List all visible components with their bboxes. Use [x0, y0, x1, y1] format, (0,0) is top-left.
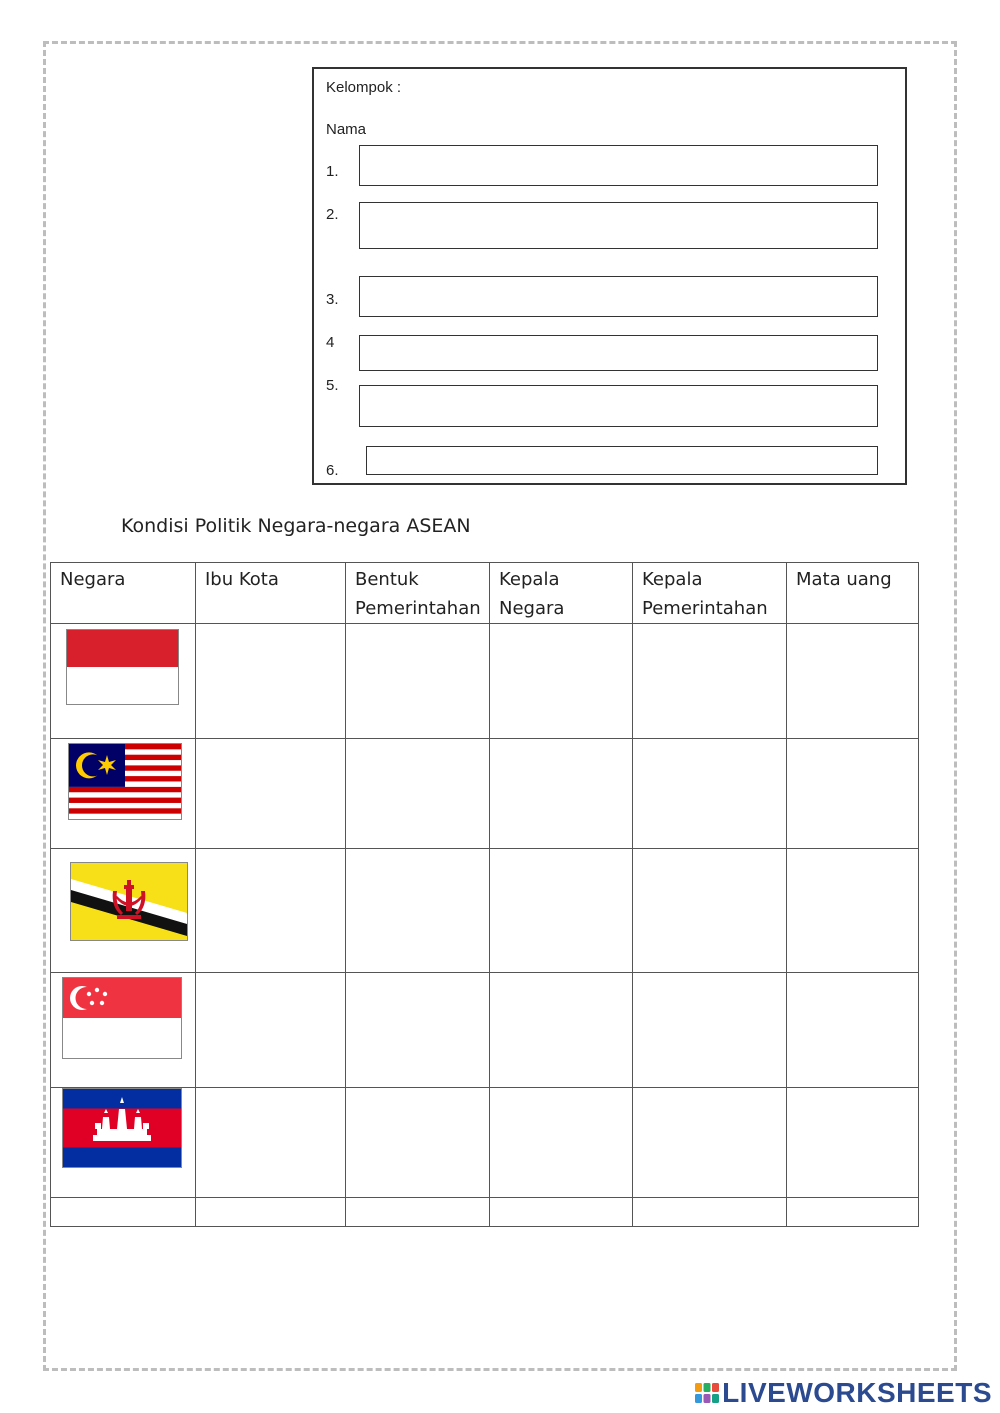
- liveworksheets-icon: [694, 1382, 720, 1404]
- kepala-pemerintahan-answer-cell[interactable]: [633, 973, 787, 1088]
- ibu-kota-answer-cell[interactable]: [196, 1198, 346, 1227]
- member-number-4: 4: [326, 334, 335, 351]
- member-name-input-1[interactable]: [359, 145, 878, 186]
- bentuk-pemerintahan-answer-cell[interactable]: [346, 624, 490, 739]
- flag-cell: [51, 624, 196, 739]
- mata-uang-answer-cell[interactable]: [787, 624, 919, 739]
- column-header-kepala-pemerintahan: Kepala Pemerintahan: [633, 563, 787, 624]
- cambodia-flag: [62, 1088, 182, 1168]
- bentuk-pemerintahan-answer-cell[interactable]: [346, 1088, 490, 1198]
- asean-politics-table: [50, 562, 919, 1227]
- mata-uang-answer-cell[interactable]: [787, 739, 919, 849]
- kepala-negara-answer-cell[interactable]: [490, 624, 633, 739]
- column-header-kepala-negara: Kepala Negara: [490, 563, 633, 624]
- kelompok-label: Kelompok :: [326, 79, 402, 96]
- singapore-flag: [62, 977, 182, 1059]
- kepala-pemerintahan-answer-cell[interactable]: [633, 1088, 787, 1198]
- kepala-pemerintahan-answer-cell[interactable]: [633, 624, 787, 739]
- kepala-pemerintahan-answer-cell[interactable]: [633, 739, 787, 849]
- bentuk-pemerintahan-answer-cell[interactable]: [346, 849, 490, 973]
- kepala-pemerintahan-answer-cell[interactable]: [633, 849, 787, 973]
- table-row: [51, 624, 919, 739]
- member-name-input-2[interactable]: [359, 202, 878, 249]
- worksheet-title: Kondisi Politik Negara-negara ASEAN: [121, 515, 471, 537]
- group-box: [312, 67, 907, 485]
- member-number-5: 5.: [326, 377, 339, 394]
- flag-cell: [51, 739, 196, 849]
- indonesia-flag: [66, 629, 179, 705]
- ibu-kota-answer-cell[interactable]: [196, 739, 346, 849]
- ibu-kota-answer-cell[interactable]: [196, 1088, 346, 1198]
- kepala-negara-answer-cell[interactable]: [490, 1088, 633, 1198]
- mata-uang-answer-cell[interactable]: [787, 973, 919, 1088]
- table-row: [51, 973, 919, 1088]
- column-header-mata-uang: Mata uang: [787, 563, 919, 624]
- kepala-negara-answer-cell[interactable]: [490, 849, 633, 973]
- member-number-2: 2.: [326, 206, 339, 223]
- liveworksheets-logo: [694, 1377, 992, 1409]
- member-number-6: 6.: [326, 462, 339, 479]
- malaysia-flag: [68, 743, 182, 820]
- kepala-negara-answer-cell[interactable]: [490, 739, 633, 849]
- mata-uang-answer-cell[interactable]: [787, 849, 919, 973]
- kepala-negara-answer-cell[interactable]: [490, 973, 633, 1088]
- column-header-negara: Negara: [51, 563, 196, 624]
- table-row: [51, 1088, 919, 1198]
- liveworksheets-wordmark: LIVEWORKSHEETS: [722, 1377, 992, 1408]
- table-row: [51, 849, 919, 973]
- table-row: [51, 739, 919, 849]
- brunei-flag: [70, 862, 188, 941]
- column-header-bentuk-pemerintahan: Bentuk Pemerintahan: [346, 563, 490, 624]
- ibu-kota-answer-cell[interactable]: [196, 624, 346, 739]
- kepala-negara-answer-cell[interactable]: [490, 1198, 633, 1227]
- member-number-3: 3.: [326, 291, 339, 308]
- nama-label: Nama: [326, 121, 367, 138]
- flag-cell: [51, 849, 196, 973]
- member-number-1: 1.: [326, 163, 339, 180]
- flag-cell: [51, 1088, 196, 1198]
- table-row: [51, 1198, 919, 1227]
- member-name-input-6[interactable]: [366, 446, 878, 475]
- flag-cell: [51, 973, 196, 1088]
- member-name-input-4[interactable]: [359, 335, 878, 371]
- ibu-kota-answer-cell[interactable]: [196, 849, 346, 973]
- mata-uang-answer-cell[interactable]: [787, 1088, 919, 1198]
- mata-uang-answer-cell[interactable]: [787, 1198, 919, 1227]
- member-name-input-3[interactable]: [359, 276, 878, 317]
- flag-cell: [51, 1198, 196, 1227]
- bentuk-pemerintahan-answer-cell[interactable]: [346, 973, 490, 1088]
- bentuk-pemerintahan-answer-cell[interactable]: [346, 739, 490, 849]
- kepala-pemerintahan-answer-cell[interactable]: [633, 1198, 787, 1227]
- member-name-input-5[interactable]: [359, 385, 878, 427]
- ibu-kota-answer-cell[interactable]: [196, 973, 346, 1088]
- column-header-ibu-kota: Ibu Kota: [196, 563, 346, 624]
- bentuk-pemerintahan-answer-cell[interactable]: [346, 1198, 490, 1227]
